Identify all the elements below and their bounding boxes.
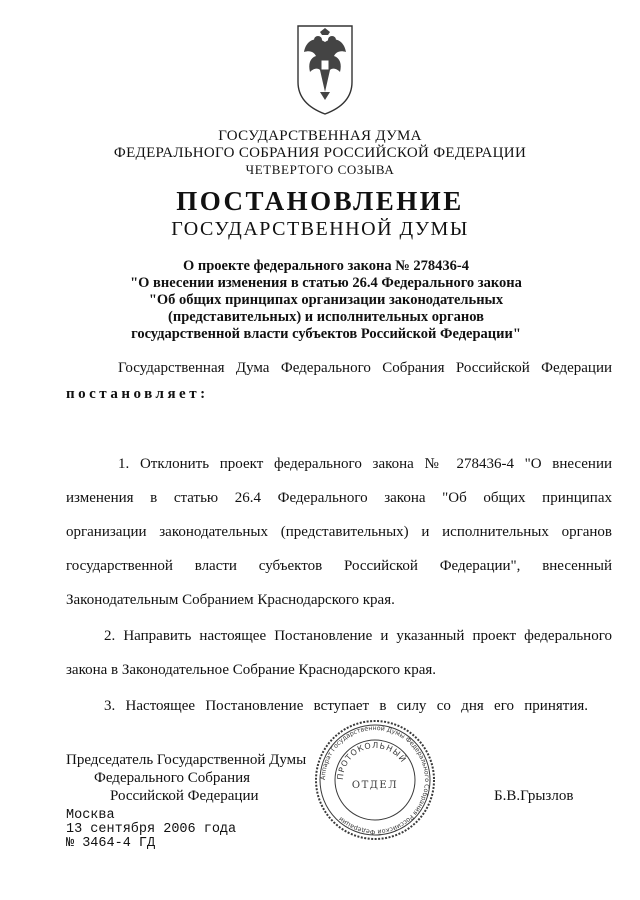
official-stamp <box>313 718 437 842</box>
resolution-subject <box>106 258 546 343</box>
item-1-line: Законодательным Собранием Краснодарского края. <box>66 592 395 608</box>
item-1-line: организации законодательных (представительных) и исполнительных органов <box>66 524 612 540</box>
item-1-line: 1. Отклонить проект федерального закона № 278436-4 "О внесении <box>118 456 612 472</box>
stamp-inner-text: ПРОТОКОЛЬНЫЙ <box>335 740 409 781</box>
header-line-convocation: ЧЕТВЕРТОГО СОЗЫВА <box>245 162 395 177</box>
subject-line: (представительных) и исполнительных органов <box>168 309 484 325</box>
document-subtitle: ГОСУДАРСТВЕННОЙ ДУМЫ <box>171 218 469 240</box>
stamp-outer-text: Аппарат Государственной Думы Федерального Собрания Российской Федерации <box>319 724 431 836</box>
header-line-federal-assembly: ФЕДЕРАЛЬНОГО СОБРАНИЯ РОССИЙСКОЙ ФЕДЕРАЦИИ <box>113 145 527 161</box>
item-1-line: государственной власти субъектов Российской Федерации", внесенный <box>66 558 612 574</box>
item-3-line: 3. Настоящее Постановление вступает в силу со дня его принятия. <box>104 698 588 714</box>
document-title: ПОСТАНОВЛЕНИЕ <box>176 186 464 216</box>
document-number: № 3464-4 ГД <box>66 836 156 851</box>
signature-title-line: Федерального Собрания <box>94 770 251 786</box>
svg-text:ПРОТОКОЛЬНЫЙ <box>336 741 410 780</box>
subject-line: О проекте федерального закона № 278436-4 <box>182 258 470 274</box>
subject-line: "Об общих принципах организации законодательных <box>148 292 504 308</box>
signature-title-line: Председатель Государственной Думы <box>66 752 307 768</box>
stamp-center-text: ОТДЕЛ <box>351 780 399 791</box>
item-1-line: изменения в статью 26.4 Федерального закона "Об общих принципах <box>66 490 612 506</box>
item-2-line: закона в Законодательное Собрание Краснодарского края. <box>66 662 436 678</box>
subject-line: государственной власти субъектов Российской Федерации" <box>131 326 521 342</box>
resolves-word: постановляет: <box>66 386 209 402</box>
date-label: 13 сентября 2006 года <box>66 822 237 837</box>
coat-of-arms-emblem <box>294 22 356 118</box>
subject-line: "О внесении изменения в статью 26.4 Федерального закона <box>130 275 522 291</box>
city-label: Москва <box>66 808 115 823</box>
item-2-line: 2. Направить настоящее Постановление и указанный проект федерального <box>104 628 612 644</box>
preamble-text: Государственная Дума Федерального Собрания Российской Федерации <box>118 360 612 376</box>
signature-title-line: Российской Федерации <box>110 788 259 804</box>
signatory-name: Б.В.Грызлов <box>494 788 574 804</box>
header-line-duma: ГОСУДАРСТВЕННАЯ ДУМА <box>218 128 422 144</box>
